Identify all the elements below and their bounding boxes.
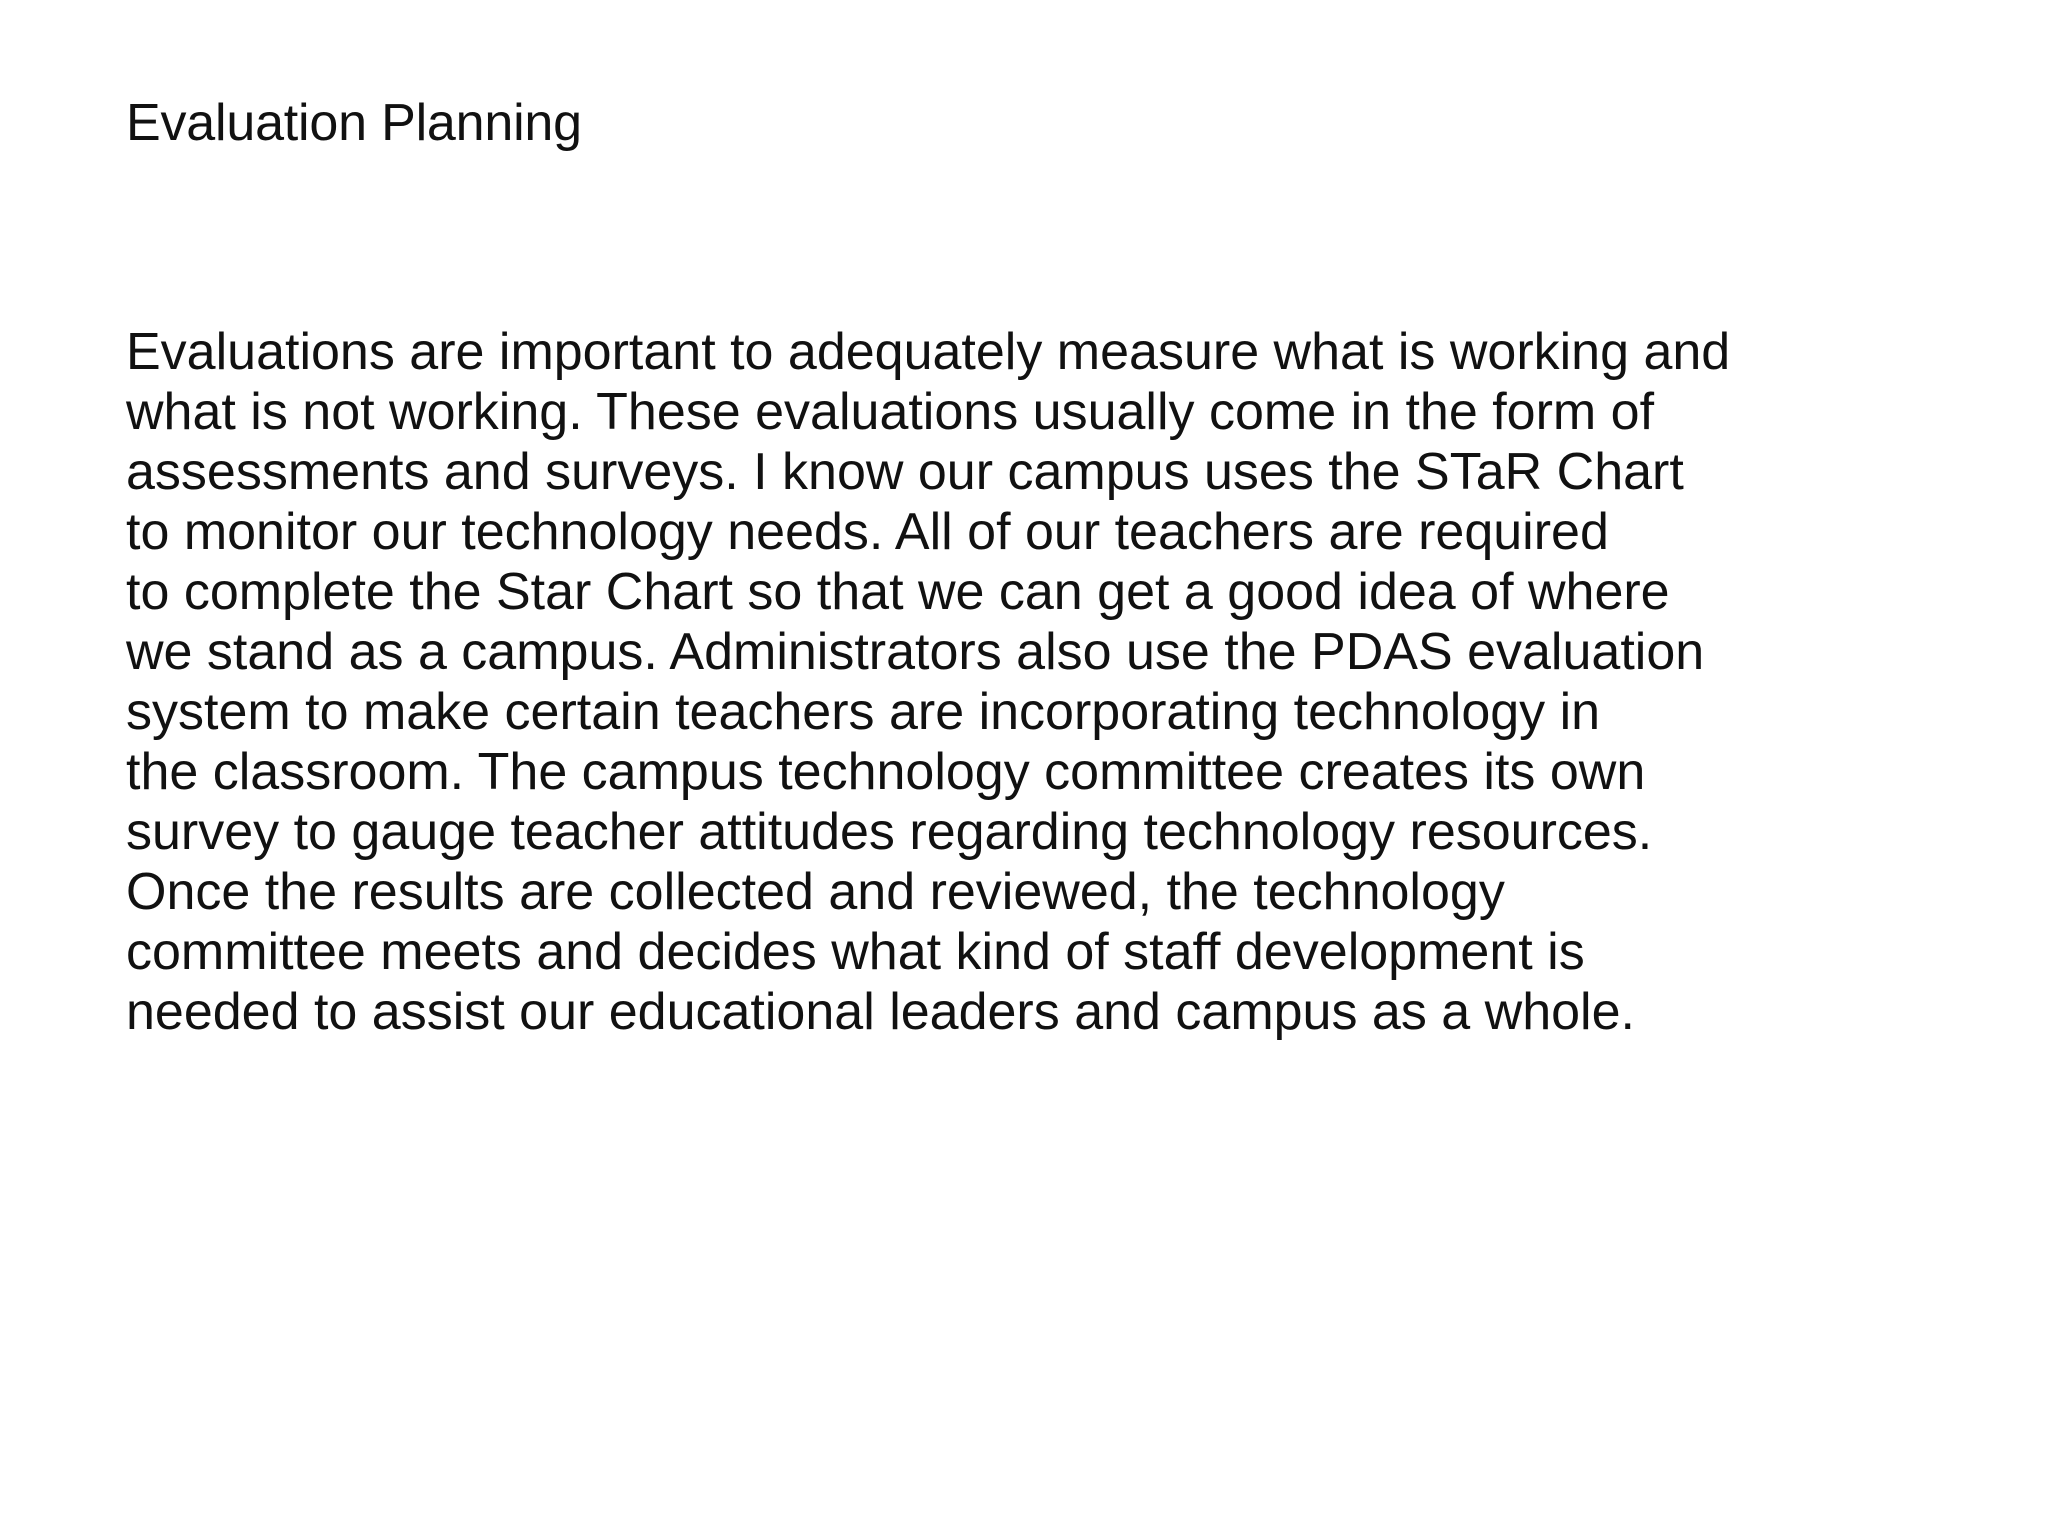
body-line: to complete the Star Chart so that we can get a good idea of where xyxy=(126,563,1670,621)
body-line: committee meets and decides what kind of staff development is xyxy=(126,923,1585,981)
slide-title: Evaluation Planning xyxy=(126,94,582,152)
body-line: to monitor our technology needs. All of our teachers are required xyxy=(126,503,1609,561)
body-line: assessments and surveys. I know our campus uses the STaR Chart xyxy=(126,443,1684,501)
body-line: the classroom. The campus technology committee creates its own xyxy=(126,743,1646,801)
body-line: Evaluations are important to adequately measure what is working and xyxy=(126,323,1731,381)
body-line: survey to gauge teacher attitudes regarding technology resources. xyxy=(126,803,1653,861)
body-line: we stand as a campus. Administrators also use the PDAS evaluation xyxy=(126,623,1705,681)
slide-body xyxy=(126,322,1946,1042)
body-line: Once the results are collected and reviewed, the technology xyxy=(126,863,1505,921)
body-line: needed to assist our educational leaders and campus as a whole. xyxy=(126,983,1635,1041)
body-line: what is not working. These evaluations usually come in the form of xyxy=(126,383,1655,441)
body-line: system to make certain teachers are incorporating technology in xyxy=(126,683,1601,741)
body-paragraph xyxy=(126,322,1946,1042)
